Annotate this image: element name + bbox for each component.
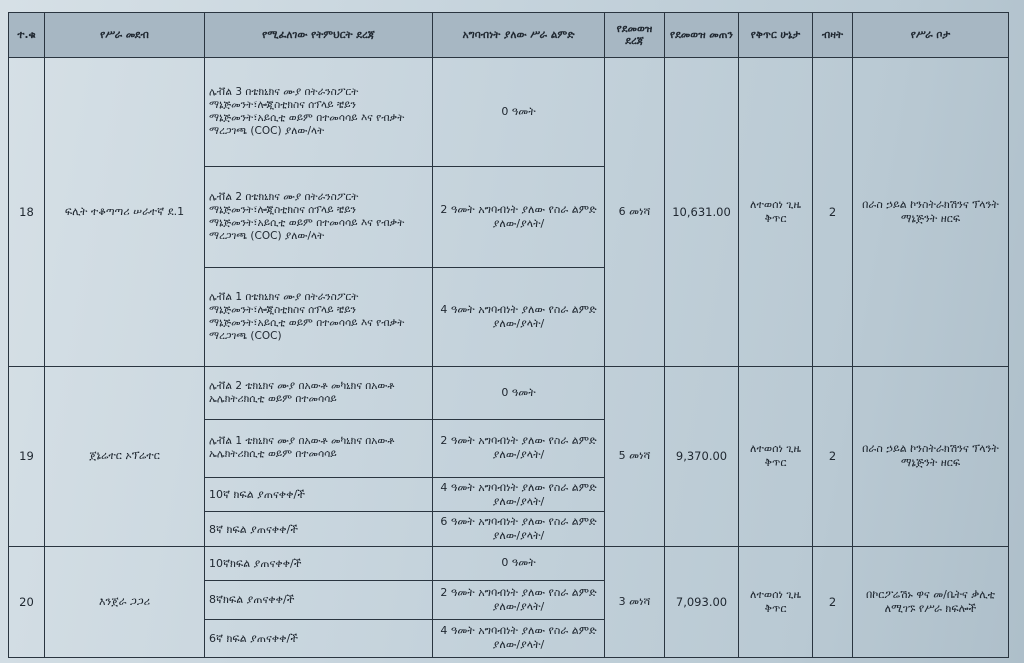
header-row (9, 13, 1009, 58)
employment-type: ለተወሰነ ጊዜ ቅጥር (739, 58, 813, 367)
education-requirement: 8ኛክፍል ያጠናቀቀ/ች (205, 581, 433, 619)
salary-amount: 9,370.00 (665, 367, 739, 547)
position-title: ጀኔሬተር ኦፕሬተር (45, 367, 205, 547)
work-place: በኮርፖሬሽኑ ዋና መ/ቤትና ቃሊቲ ለሚገኙ የሥራ ክፍሎች (853, 546, 1009, 657)
experience-requirement: 2 ዓመት አግባብነት ያለው የስራ ልምድ ያለው/ያላት/ (433, 581, 605, 619)
salary-grade: 3 መነሻ (605, 546, 665, 657)
education-requirement: 8ኛ ክፍል ያጠናቀቀ/ች (205, 512, 433, 546)
header-employment: የቅጥር ሁኔታ (739, 13, 813, 58)
vacancy-count: 2 (813, 58, 853, 367)
education-requirement: ሌቭል 1 በቴክኒክና ሙያ በትራንስፖርት ማኔጅመንት፣ሎጂስቲክስና ሰፕላይ ቼይን ማኔጅመንት፣አይሲቲ ወይም በተመሳሳይ እና የብቃት ማረጋገጫ (COC) (205, 268, 433, 367)
header-count: ብዛት (813, 13, 853, 58)
education-requirement: 10ኛ ክፍል ያጠናቀቀ/ች (205, 478, 433, 512)
education-requirement: ሌቭል 2 ቴክኒክና ሙያ በአውቶ መካኒክና በአውቶ ኤሌክትሪክሲቲ ወይም በተመሳሳይ (205, 367, 433, 420)
table-row (9, 546, 1009, 580)
header-experience: አግባብነት ያለው ሥራ ልምድ (433, 13, 605, 58)
experience-requirement: 4 ዓመት አግባብነት ያለው የስራ ልምድ ያለው/ያላት/ (433, 268, 605, 367)
salary-grade: 5 መነሻ (605, 367, 665, 547)
experience-requirement: 0 ዓመት (433, 58, 605, 167)
row-number: 19 (9, 367, 45, 547)
education-requirement: ሌቭል 2 በቴክኒክና ሙያ በትራንስፖርት ማኔጅመንት፣ሎጂስቲክስና ሰፕላይ ቼይን ማኔጅመንት፣አይሲቲ ወይም በተመሳሳይ እና የብቃት ማረጋገጫ (COC) ያለው/ላት (205, 167, 433, 268)
experience-requirement: 4 ዓመት አግባብነት ያለው የስራ ልምድ ያለው/ያላት/ (433, 478, 605, 512)
row-number: 20 (9, 546, 45, 657)
salary-amount: 10,631.00 (665, 58, 739, 367)
position-title: እንጀራ ጋጋሪ (45, 546, 205, 657)
vacancy-count: 2 (813, 367, 853, 547)
education-requirement: ሌቭል 1 ቴክኒክና ሙያ በአውቶ መካኒክና በአውቶ ኤሌክትሪክሲቲ ወይም በተመሳሳይ (205, 419, 433, 478)
experience-requirement: 2 ዓመት አግባብነት ያለው የስራ ልምድ ያለው/ያላት/ (433, 419, 605, 478)
header-position: የሥራ መደብ (45, 13, 205, 58)
experience-requirement: 2 ዓመት አግባብነት ያለው የስራ ልምድ ያለው/ያላት/ (433, 167, 605, 268)
vacancy-count: 2 (813, 546, 853, 657)
experience-requirement: 0 ዓመት (433, 546, 605, 580)
work-place: በራስ ኃይል ኮንስትራክሽንና ፕላንት ማኔጅንት ዘርፍ (853, 367, 1009, 547)
header-education: የሚፈለገው የትምህርት ደረጃ (205, 13, 433, 58)
table-row (9, 58, 1009, 167)
position-title: ፍሊት ተቆጣጣሪ ሠራተኛ ደ.1 (45, 58, 205, 367)
education-requirement: 6ኛ ክፍል ያጠናቀቀ/ች (205, 619, 433, 657)
header-grade: የደመወዝ ደረጃ (605, 13, 665, 58)
row-number: 18 (9, 58, 45, 367)
education-requirement: 10ኛክፍል ያጠናቀቀ/ች (205, 546, 433, 580)
header-no: ተ.ቁ (9, 13, 45, 58)
experience-requirement: 0 ዓመት (433, 367, 605, 420)
salary-grade: 6 መነሻ (605, 58, 665, 367)
header-salary: የደመወዝ መጠን (665, 13, 739, 58)
experience-requirement: 6 ዓመት አግባብነት ያለው የስራ ልምድ ያለው/ያላት/ (433, 512, 605, 546)
employment-type: ለተወሰነ ጊዜ ቅጥር (739, 367, 813, 547)
header-place: የሥራ ቦታ (853, 13, 1009, 58)
salary-amount: 7,093.00 (665, 546, 739, 657)
work-place: በራስ ኃይል ኮንስትራክሽንና ፕላንት ማኔጅንት ዘርፍ (853, 58, 1009, 367)
experience-requirement: 4 ዓመት አግባብነት ያለው የስራ ልምድ ያለው/ያላት/ (433, 619, 605, 657)
vacancy-table (8, 12, 1009, 658)
employment-type: ለተወሰነ ጊዜ ቅጥር (739, 546, 813, 657)
education-requirement: ሌቭል 3 በቴክኒክና ሙያ በትራንስፖርት ማኔጅመንት፣ሎጂስቲክስና ሰፕላይ ቼይን ማኔጅመንት፣አይሲቲ ወይም በተመሳሳይ እና የብቃት ማረጋገጫ (COC) ያለው/ላት (205, 58, 433, 167)
table-row (9, 367, 1009, 420)
